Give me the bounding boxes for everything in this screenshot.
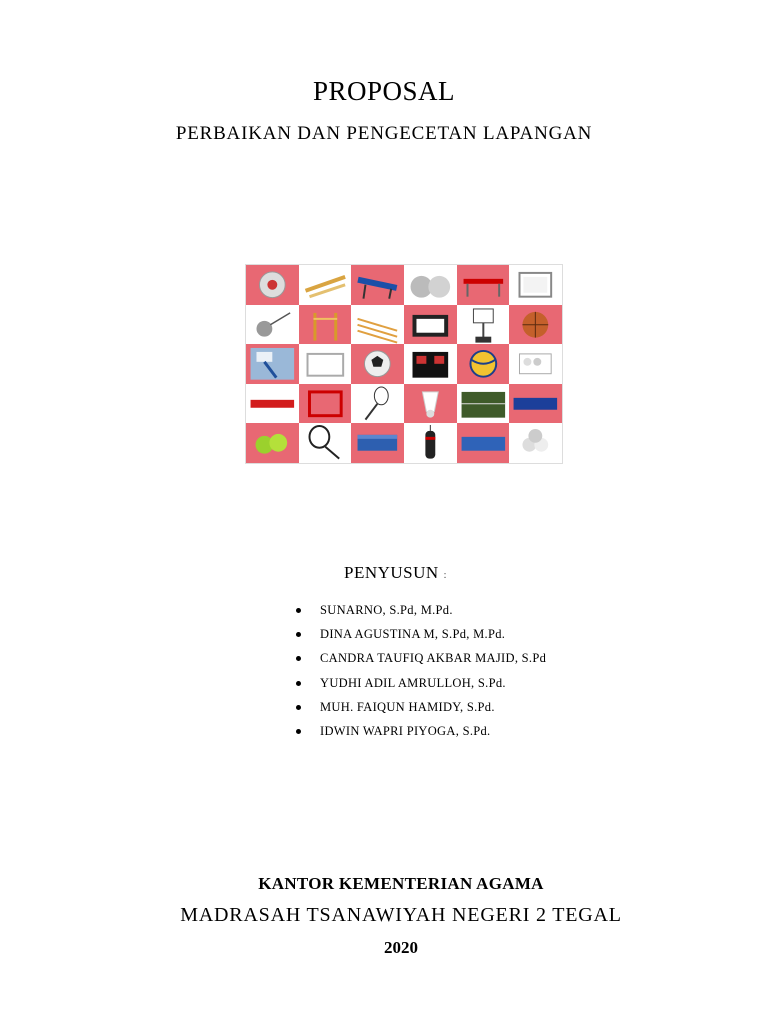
collage-cell [299, 344, 352, 384]
author-name: IDWIN WAPRI PIYOGA, S.Pd. [320, 723, 491, 738]
collage-cell [404, 423, 457, 463]
collage-cell [457, 305, 510, 345]
list-item [296, 695, 546, 719]
bullet-icon [296, 729, 301, 734]
bullet-icon [296, 656, 301, 661]
penyusun-label: PENYUSUN [344, 563, 439, 582]
list-item [296, 598, 546, 622]
collage-cell [299, 305, 352, 345]
collage-cell [404, 265, 457, 305]
school-name: MADRASAH TSANAWIYAH NEGERI 2 TEGAL [180, 904, 622, 926]
list-item [296, 622, 546, 646]
collage-cell [457, 384, 510, 424]
collage-cell [351, 423, 404, 463]
collage-cell [457, 265, 510, 305]
collage-cell [509, 265, 562, 305]
list-item [296, 646, 546, 670]
penyusun-heading [344, 563, 447, 583]
collage-cell [246, 384, 299, 424]
bullet-icon [296, 608, 301, 613]
collage-cell [457, 423, 510, 463]
collage-cell [404, 305, 457, 345]
bullet-icon [296, 681, 301, 686]
page-title: PROPOSAL [312, 76, 456, 106]
collage-cell [246, 423, 299, 463]
collage-cell [299, 265, 352, 305]
document-year: 2020 [384, 938, 418, 957]
penyusun-colon: : [443, 569, 447, 581]
author-name: DINA AGUSTINA M, S.Pd, M.Pd. [320, 627, 506, 642]
collage-cell [246, 265, 299, 305]
list-item [296, 671, 546, 695]
collage-cell [299, 384, 352, 424]
collage-cell [404, 384, 457, 424]
collage-cell [509, 384, 562, 424]
collage-cell [246, 305, 299, 345]
collage-cell [509, 344, 562, 384]
office-name: KANTOR KEMENTERIAN AGAMA [258, 874, 544, 893]
sports-equipment-collage [245, 264, 563, 464]
collage-cell [404, 344, 457, 384]
collage-cell [351, 305, 404, 345]
collage-cell [509, 305, 562, 345]
collage-cell [509, 423, 562, 463]
author-name: YUDHI ADIL AMRULLOH, S.Pd. [320, 675, 506, 690]
author-name: CANDRA TAUFIQ AKBAR MAJID, S.Pd [320, 651, 547, 666]
collage-cell [246, 344, 299, 384]
bullet-icon [296, 705, 301, 710]
author-name: SUNARNO, S.Pd, M.Pd. [320, 603, 453, 617]
list-item [296, 719, 546, 743]
collage-cell [351, 265, 404, 305]
collage-cell [351, 384, 404, 424]
author-list [296, 598, 546, 743]
collage-cell [457, 344, 510, 384]
bullet-icon [296, 632, 301, 637]
collage-cell [351, 344, 404, 384]
author-name: MUH. FAIQUN HAMIDY, S.Pd. [320, 699, 495, 714]
page-subtitle: PERBAIKAN DAN PENGECETAN LAPANGAN [175, 123, 593, 144]
collage-cell [299, 423, 352, 463]
